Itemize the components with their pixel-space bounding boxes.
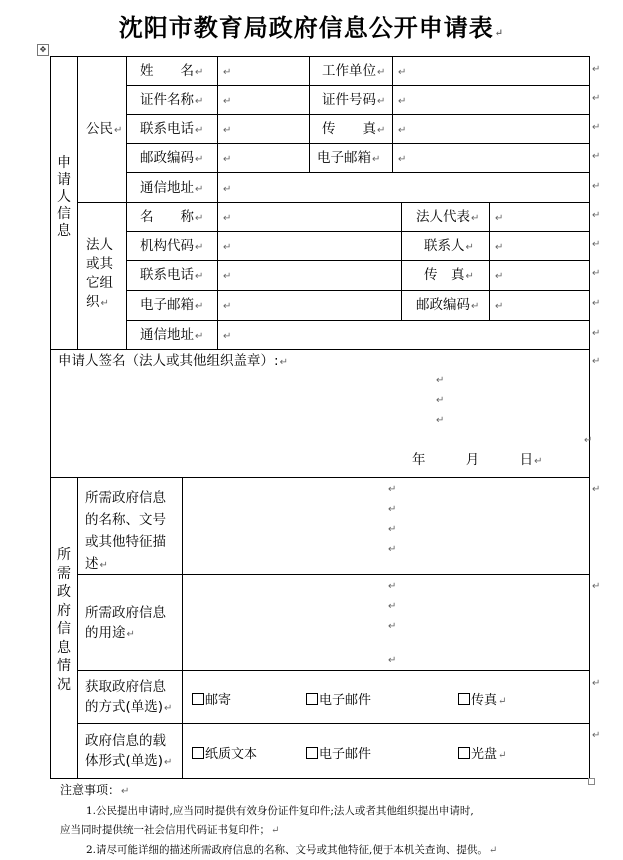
org-email-label: 电子邮箱↵ [140,297,204,313]
checkbox-icon [458,693,470,705]
carrier-option-disc[interactable]: 光盘↵ [458,743,506,762]
info-purpose-field[interactable]: ↵ ↵ ↵ ↵ ↵ [388,581,601,666]
phone-label: 联系电话↵ [140,121,204,137]
email-label: 电子邮箱↵ [317,150,381,166]
org-zip-field[interactable]: ↵ [495,301,504,312]
id-name-label: 证件名称↵ [140,92,204,108]
row-end-mark: ↵ [592,298,601,309]
checkbox-icon [306,747,318,759]
note-item-1-cont: 应当同时提供统一社会信用代码证书复印件；↵ [60,824,280,836]
note-item-2: 2.请尽可能详细的描述所需政府信息的名称、文号或其他特征,便于本机关查询、提供。↵ [86,844,498,856]
row-end-mark: ↵ [592,64,601,75]
address-label: 通信地址↵ [140,180,204,196]
checkbox-icon [306,693,318,705]
org-address-label: 通信地址↵ [140,327,204,343]
phone-field[interactable]: ↵ [223,125,232,136]
row-end-mark: ↵ [592,210,601,221]
blank-line-mark: ↵ [436,415,445,426]
citizen-label: 公民↵ [86,121,123,137]
name-label: 姓 名↵ [140,63,204,79]
legal-rep-field[interactable]: ↵ [495,213,504,224]
row-end-mark: ↵ [592,268,601,279]
org-fax-label: 传 真↵ [424,267,474,283]
org-code-label: 机构代码↵ [140,238,204,254]
row-end-mark: ↵ [592,356,601,367]
method-option-mail[interactable]: 邮寄 [192,689,231,708]
zip-field[interactable]: ↵ [223,154,232,165]
checkbox-icon [192,693,204,705]
page-title: 沈阳市教育局政府信息公开申请表↵ [118,13,505,42]
org-fax-field[interactable]: ↵ [495,271,504,282]
info-purpose-label: 所需政府信息 的用途↵ [85,605,166,641]
table-move-handle-icon[interactable]: ✥ [37,44,49,56]
contact-label: 联系人↵ [424,238,474,254]
org-email-field[interactable]: ↵ [223,301,232,312]
row-end-mark: ↵ [592,93,601,104]
id-number-field[interactable]: ↵ [398,96,407,107]
signature-date[interactable]: 年 月 日↵ [412,452,543,468]
carrier-option-email[interactable]: 电子邮件 [306,743,371,762]
blank-line-mark: ↵ [436,375,445,386]
fax-label: 传 真↵ [322,121,386,137]
work-unit-label: 工作单位↵ [322,63,386,79]
checkbox-icon [458,747,470,759]
info-description-label: 所需政府信息 的名称、文号 或其他特征描 述↵ [85,490,166,572]
fax-field[interactable]: ↵ [398,125,407,136]
org-name-label: 名 称↵ [140,209,204,225]
org-code-field[interactable]: ↵ [223,242,232,253]
org-name-field[interactable]: ↵ [223,213,232,224]
id-name-field[interactable]: ↵ [223,96,232,107]
address-field[interactable]: ↵ [223,184,232,195]
org-phone-field[interactable]: ↵ [223,271,232,282]
row-end-mark: ↵ [592,730,601,741]
org-phone-label: 联系电话↵ [140,267,204,283]
applicant-info-label: 申 请 人 信 息 [57,155,71,239]
legal-rep-label: 法人代表↵ [416,209,480,225]
row-end-mark: ↵ [592,181,601,192]
contact-field[interactable]: ↵ [495,242,504,253]
info-situation-label: 所 需 政 府 信 息 情 况 [57,547,71,693]
note-item-1: 1.公民提出申请时,应当同时提供有效身份证件复印件;法人或者其他组织提出申请时, [86,805,474,817]
carrier-option-paper[interactable]: 纸质文本 [192,743,257,762]
signature-label: 申请人签名（法人或其他组织盖章）:↵ [58,353,288,369]
method-option-email[interactable]: 电子邮件 [306,689,371,708]
org-label: 法人 或其 它组 织↵ [86,237,113,310]
info-description-field[interactable]: ↵ ↵ ↵ ↵ ↵ [388,484,601,555]
carrier-form-label: 政府信息的载 体形式(单选)↵ [85,733,173,769]
method-option-fax[interactable]: 传真↵ [458,689,506,708]
row-end-mark: ↵ [592,678,601,689]
org-zip-label: 邮政编码↵ [416,297,480,313]
row-end-mark: ↵ [592,239,601,250]
obtain-method-label: 获取政府信息 的方式(单选)↵ [85,679,173,715]
work-unit-field[interactable]: ↵ [398,67,407,78]
table-resize-handle-icon[interactable] [588,778,595,785]
name-field[interactable]: ↵ [223,67,232,78]
org-address-field[interactable]: ↵ [223,331,232,342]
checkbox-icon [192,747,204,759]
notes-heading: 注意事项：↵ [60,783,130,797]
email-field[interactable]: ↵ [398,154,407,165]
blank-line-mark: ↵ [584,435,593,446]
row-end-mark: ↵ [592,151,601,162]
row-end-mark: ↵ [592,328,601,339]
id-number-label: 证件号码↵ [322,92,386,108]
row-end-mark: ↵ [592,122,601,133]
zip-label: 邮政编码↵ [140,150,204,166]
blank-line-mark: ↵ [436,395,445,406]
